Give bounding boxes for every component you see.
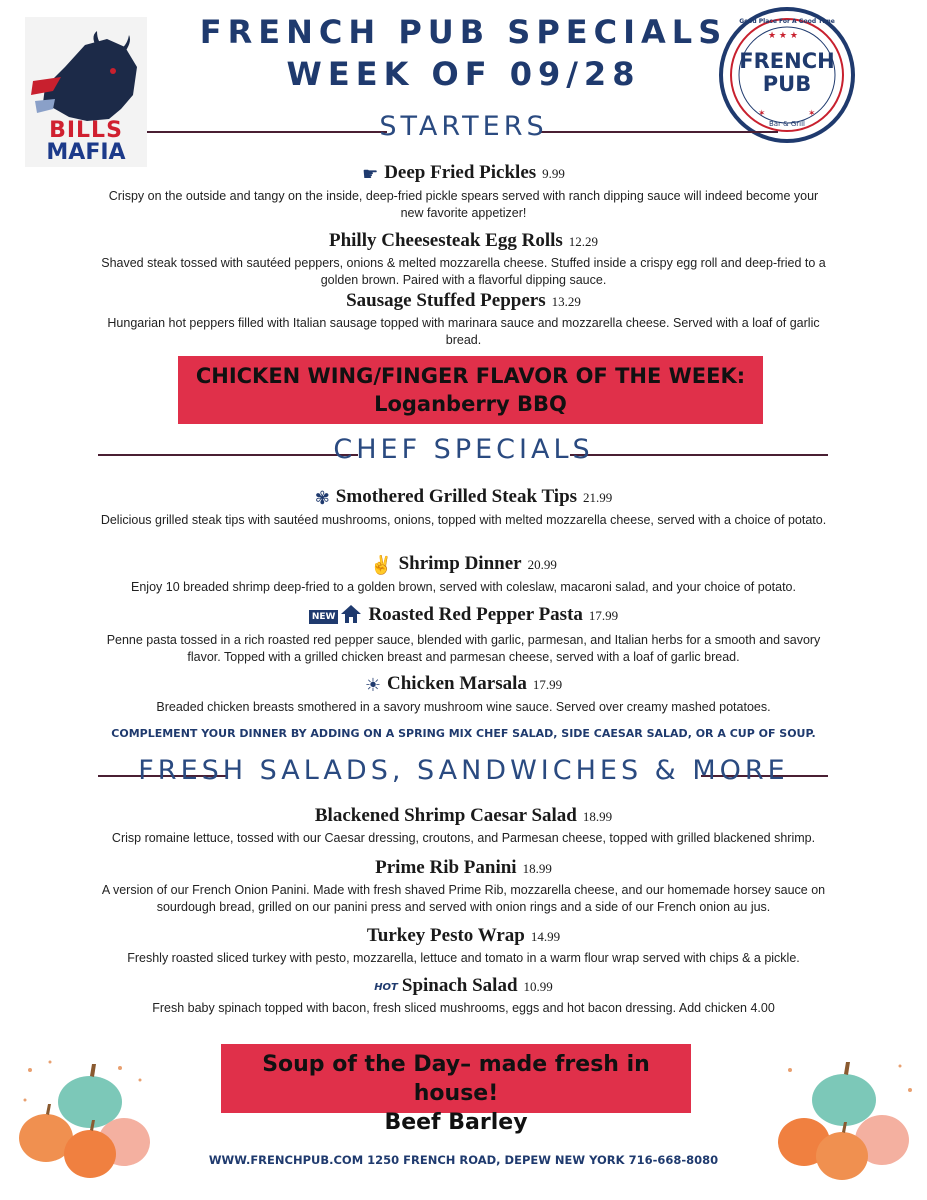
sun-icon: ☀ bbox=[364, 674, 382, 695]
page-title-line2: WEEK OF 09/28 bbox=[286, 55, 641, 93]
item-name: Spinach Salad bbox=[401, 975, 518, 996]
seal-name-2: PUB bbox=[762, 72, 812, 96]
menu-item bbox=[100, 805, 827, 847]
menu-item bbox=[100, 975, 827, 1017]
salads-title: FRESH SALADS, SANDWICHES & MORE bbox=[138, 755, 789, 786]
item-description: Enjoy 10 breaded shrimp deep-fried to a golden brown, served with coleslaw, macaroni salad, and your choice of potato. bbox=[131, 579, 796, 594]
logo-text-mafia: MAFIA bbox=[46, 140, 126, 165]
item-price: 10.99 bbox=[523, 979, 553, 994]
soup-of-the-day-banner bbox=[221, 1044, 691, 1135]
logo-text-bills: BILLS bbox=[49, 118, 123, 143]
menu-item bbox=[100, 230, 827, 289]
wing-banner-line1: CHICKEN WING/FINGER FLAVOR OF THE WEEK: bbox=[195, 364, 746, 388]
starters-title: STARTERS bbox=[379, 111, 548, 142]
page-title-line1: FRENCH PUB SPECIALS bbox=[199, 13, 728, 51]
item-name: Smothered Grilled Steak Tips bbox=[335, 486, 578, 507]
item-name: Turkey Pesto Wrap bbox=[366, 925, 525, 946]
svg-text:✶: ✶ bbox=[808, 109, 816, 119]
item-name: Shrimp Dinner bbox=[398, 553, 522, 574]
item-description: Crisp romaine lettuce, tossed with our Caesar dressing, croutons, and Parmesan cheese, topped with grilled blackened shrimp. bbox=[111, 831, 816, 845]
item-description: Hungarian hot peppers filled with Italian sausage topped with marinara sauce and mozzarella cheese. Served with a loaf of garlic bread. bbox=[107, 316, 820, 347]
menu-item bbox=[100, 290, 827, 349]
menu-item bbox=[100, 162, 827, 222]
hot-icon: HOT bbox=[374, 981, 398, 993]
item-description: Shaved steak tossed with sautéed peppers, onions & melted mozzarella cheese. Stuffed inside a crispy egg roll and deep-fried to a golden brown. Paired with a flavorful dipping sauce. bbox=[101, 256, 826, 287]
item-name: Blackened Shrimp Caesar Salad bbox=[314, 805, 577, 826]
menu-item bbox=[100, 604, 827, 666]
item-name: Philly Cheesesteak Egg Rolls bbox=[328, 230, 563, 251]
item-price: 18.99 bbox=[522, 861, 552, 876]
seal-top-text: Good Place For A Good Time bbox=[739, 18, 835, 25]
seal-name-1: FRENCH bbox=[739, 49, 835, 73]
item-name: Roasted Red Pepper Pasta bbox=[368, 604, 583, 626]
item-name: Chicken Marsala bbox=[387, 673, 527, 694]
soup-banner-line2: Beef Barley bbox=[384, 1110, 528, 1135]
menu-item bbox=[100, 925, 827, 967]
item-price: 12.29 bbox=[568, 234, 599, 249]
item-price: 13.29 bbox=[551, 294, 581, 309]
item-description: Fresh baby spinach topped with bacon, fresh sliced mushrooms, eggs and hot bacon dressing. Add chicken 4.00 bbox=[152, 1001, 775, 1015]
wing-flavor-banner bbox=[178, 356, 763, 424]
menu-item bbox=[100, 673, 827, 716]
item-price: 21.99 bbox=[583, 490, 613, 505]
new-badge-icon: NEW bbox=[309, 610, 339, 624]
item-price: 9.99 bbox=[542, 166, 565, 181]
salads-header bbox=[0, 755, 927, 795]
item-name: Prime Rib Panini bbox=[375, 857, 517, 878]
item-price: 18.99 bbox=[582, 809, 613, 824]
item-description: Delicious grilled steak tips with sautéed mushrooms, onions, topped with melted mozzarella cheese, served with a choice of potato. bbox=[100, 512, 827, 527]
item-description: A version of our French Onion Panini. Made with fresh shaved Prime Rib, mozzarella cheese, and our homemade horsey sauce on sourdough bread, grilled on our panini press and served with onion rings and a side of our French onion au jus. bbox=[101, 883, 826, 914]
svg-text:★ ★ ★: ★ ★ ★ bbox=[768, 31, 798, 41]
item-description: Breaded chicken breasts smothered in a savory mushroom wine sauce. Served over creamy mashed potatoes. bbox=[156, 699, 771, 714]
soup-banner-line1: Soup of the Day– made fresh in house! bbox=[262, 1052, 650, 1106]
starters-header bbox=[0, 111, 927, 151]
pointing-hand-icon: ☛ bbox=[362, 163, 379, 184]
chef-specials-title: CHEF SPECIALS bbox=[333, 434, 594, 465]
house-icon bbox=[340, 604, 362, 629]
item-price: 17.99 bbox=[588, 608, 619, 624]
ok-hand-icon: ✌ bbox=[370, 554, 393, 575]
item-price: 20.99 bbox=[527, 557, 557, 572]
menu-item bbox=[100, 486, 827, 529]
seal-bottom-text: Bar & Grill bbox=[768, 120, 805, 128]
dinner-addon-note: COMPLEMENT YOUR DINNER BY ADDING ON A SPRING MIX CHEF SALAD, SIDE CAESAR SALAD, OR A CUP OF SOUP. bbox=[111, 727, 816, 740]
chef-specials-header bbox=[0, 434, 927, 474]
item-price: 14.99 bbox=[530, 929, 561, 944]
item-description: Penne pasta tossed in a rich roasted red pepper sauce, blended with garlic, parmesan, and Italian herbs for a smooth and savory flavor. Topped with a grilled chicken breast and parmesan cheese, served with a loaf of garlic bread. bbox=[106, 633, 821, 664]
wing-banner-line2: Loganberry BBQ bbox=[374, 392, 567, 416]
item-name: Sausage Stuffed Peppers bbox=[346, 290, 546, 311]
item-name: Deep Fried Pickles bbox=[384, 162, 537, 183]
menu-item bbox=[100, 553, 827, 596]
svg-text:✶: ✶ bbox=[758, 109, 766, 119]
item-description: Freshly roasted sliced turkey with pesto, mozzarella, lettuce and tomato in a warm flour wrap served with chips & a pickle. bbox=[127, 951, 800, 965]
flower-icon: ✾ bbox=[314, 487, 330, 508]
footer-contact: WWW.FRENCHPUB.COM 1250 FRENCH ROAD, DEPEW NEW YORK 716-668-8080 bbox=[208, 1153, 719, 1167]
item-price: 17.99 bbox=[532, 677, 563, 692]
menu-item bbox=[100, 857, 827, 916]
item-description: Crispy on the outside and tangy on the inside, deep-fried pickle spears served with ranch dipping sauce will indeed become your new favorite appetizer! bbox=[108, 188, 819, 220]
